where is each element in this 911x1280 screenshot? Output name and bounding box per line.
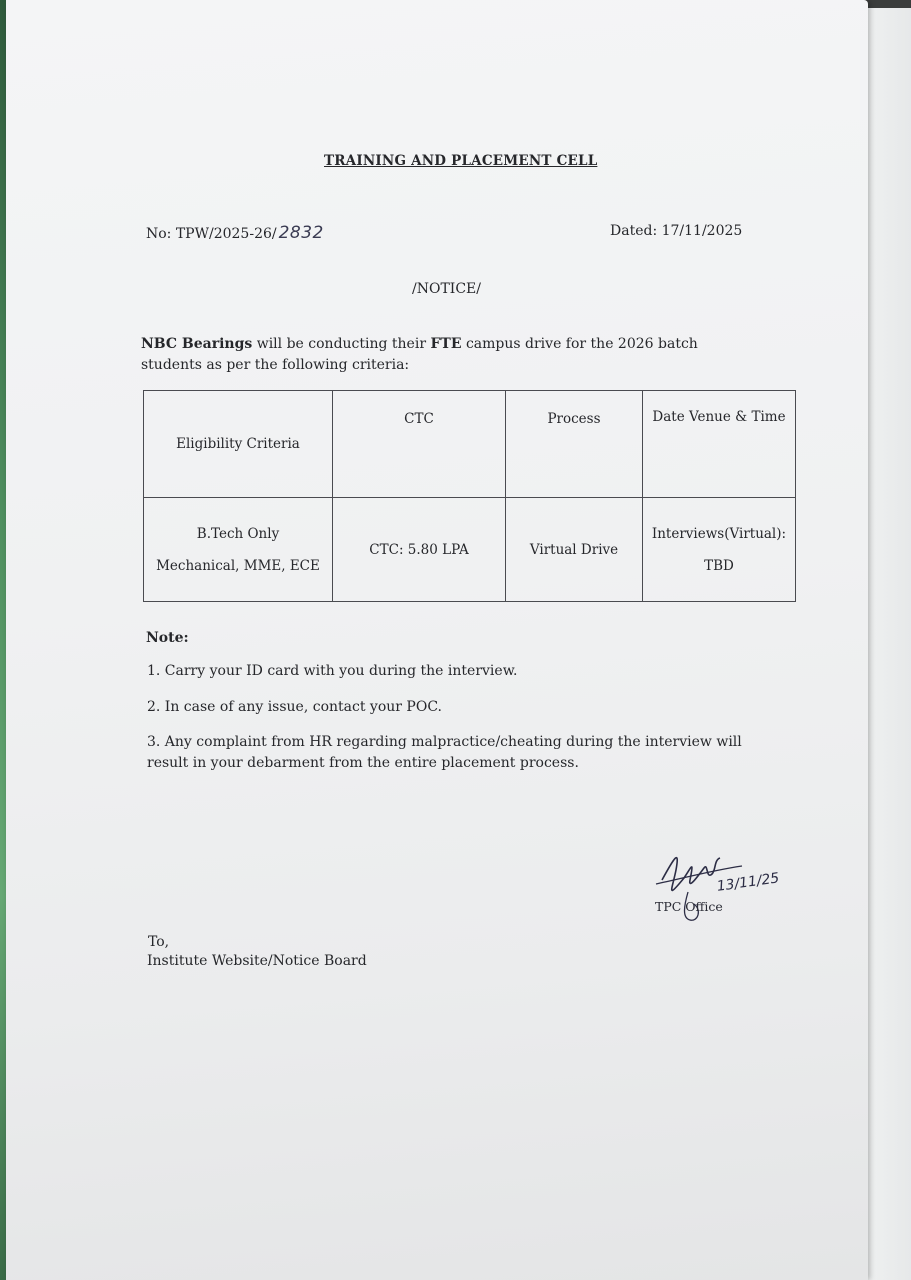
header-process: Process xyxy=(506,391,643,498)
drive-type: FTE xyxy=(430,336,462,352)
schedule-interviews: Interviews(Virtual): xyxy=(651,525,787,542)
note-item-2: 2. In case of any issue, contact your POC. xyxy=(147,699,442,715)
notice-date: Dated: 17/11/2025 xyxy=(610,223,743,239)
header-eligibility: Eligibility Criteria xyxy=(144,391,333,498)
notice-page xyxy=(6,0,868,1280)
recipient-to: To, xyxy=(148,934,170,950)
criteria-table xyxy=(143,390,796,602)
cell-schedule xyxy=(643,498,796,602)
intro-text-2: campus drive for the 2026 batch students as per the following criteria: xyxy=(141,336,698,373)
table-row xyxy=(144,498,796,602)
eligibility-branches: Mechanical, MME, ECE xyxy=(156,557,320,574)
table-header-row xyxy=(144,391,796,498)
page-title: TRAINING AND PLACEMENT CELL xyxy=(324,153,598,169)
notice-heading: /NOTICE/ xyxy=(412,281,481,297)
schedule-tbd: TBD xyxy=(704,557,734,574)
notes-heading: Note: xyxy=(146,630,189,646)
cell-process: Virtual Drive xyxy=(506,498,643,602)
cell-ctc: CTC: 5.80 LPA xyxy=(333,498,506,602)
company-name: NBC Bearings xyxy=(141,336,253,352)
signature-date-text: 13/11/25 xyxy=(715,870,781,895)
tpc-office-label: TPC Office xyxy=(655,899,723,914)
reference-prefix: No: TPW/2025-26/ xyxy=(146,226,277,242)
signature-date xyxy=(712,860,792,896)
handwritten-reference-number: 2832 xyxy=(278,223,324,243)
eligibility-degree: B.Tech Only xyxy=(196,525,280,542)
header-date-venue-time: Date Venue & Time xyxy=(643,391,796,498)
cell-eligibility xyxy=(144,498,333,602)
intro-paragraph xyxy=(141,334,751,376)
note-item-1: 1. Carry your ID card with you during the interview. xyxy=(147,663,518,679)
note-item-3: 3. Any complaint from HR regarding malpractice/cheating during the interview will result in your debarment from the entire placement process. xyxy=(147,734,742,771)
recipient-line: Institute Website/Notice Board xyxy=(147,953,367,969)
header-ctc: CTC xyxy=(333,391,506,498)
intro-text-1: will be conducting their xyxy=(252,336,431,352)
reference-number xyxy=(146,223,324,243)
